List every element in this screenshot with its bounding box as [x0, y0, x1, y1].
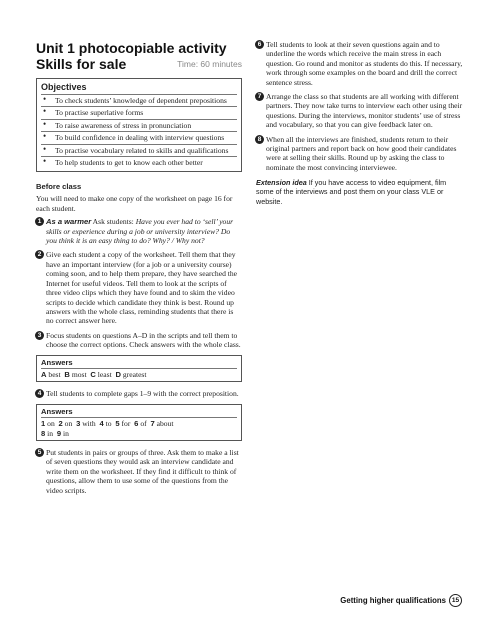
answer-value: on	[47, 419, 55, 429]
activity-title: Skills for sale	[36, 56, 127, 72]
objectives-box	[36, 78, 242, 172]
step-8	[256, 135, 464, 173]
answers-title: Answers	[41, 358, 237, 369]
answers-box-2	[36, 404, 242, 441]
answers-box-1	[36, 355, 242, 383]
answers-title: Answers	[41, 407, 237, 418]
step-number-badge: 3	[35, 331, 44, 340]
answer-key: B	[64, 369, 70, 379]
answer-key: 1	[41, 419, 46, 429]
answer-key: 9	[56, 428, 62, 438]
step-7	[256, 92, 464, 130]
answer-value: about	[156, 419, 174, 429]
step-text: When all the interviews are finished, students return to their original partners and report back on how good their candidates were at selling their skills. Round up by asking the class to nominate the most convincing interviewee.	[266, 134, 457, 172]
step-text: Give each student a copy of the worksheet. Tell them that they have an important interview (for a job or a university course) coming soon, and to help them prepare, they have searched the Internet for useful videos. Tell them to look at the scripts of three video clips which they have found and to skim the video scripts to decide which candidate they think is best. Round up answers with the whole class, reminding students that there is no correct answer here.	[46, 250, 238, 326]
answer-key: C	[90, 369, 96, 379]
objective-item: • To help students to get to know each other better	[41, 156, 237, 168]
before-class-text: You will need to make one copy of the worksheet on page 16 for each student.	[36, 194, 233, 213]
step-5	[36, 448, 242, 495]
answers-body	[41, 419, 237, 438]
objectives-title: Objectives	[41, 82, 87, 92]
extension-text: If you have access to video equipment, film some of the interviews and post them on your class VLE or website.	[256, 178, 447, 206]
step-6	[256, 40, 464, 87]
step-number-badge: 4	[35, 389, 44, 398]
time-label: Time: 60 minutes	[177, 59, 242, 69]
answer-value: with	[82, 419, 96, 429]
answer-key: 7	[150, 419, 155, 429]
objective-item: • To practise vocabulary related to skills and qualifications	[41, 144, 237, 156]
answer-key: D	[115, 369, 121, 379]
answer-key: 4	[99, 419, 104, 429]
answer-key: A	[41, 369, 47, 379]
objective-item: • To check students’ knowledge of dependent prepositions	[41, 94, 237, 106]
extension-lead: Extension idea	[256, 178, 307, 188]
answer-value: on	[64, 419, 73, 429]
step-text: Tell students to complete gaps 1–9 with the correct preposition.	[46, 389, 239, 399]
answer-key: 8	[41, 428, 46, 438]
step-text: Ask students:	[91, 217, 136, 227]
answer-value: best	[48, 369, 61, 379]
page-title: Unit 1 photocopiable activity	[36, 40, 227, 56]
step-lead: As a warmer	[46, 217, 92, 227]
footer-label: Getting higher qualifications	[340, 596, 446, 605]
step-question: Have you ever had to ‘sell’ your skills or experience during a job or university interview? Do you think it is an easy thing to do? Why? / Why not?	[46, 217, 234, 246]
step-text: Put students in pairs or groups of three. Ask them to make a list of seven questions they would ask an interview candidate and write them on the worksheet. If they find it difficult to think of questions, allow them to use some of the questions from the video scripts.	[46, 447, 239, 495]
step-4	[36, 389, 242, 398]
answer-key: 5	[115, 419, 120, 429]
objectives-list	[41, 94, 237, 168]
page-number: 15	[449, 594, 462, 607]
answer-value: least	[97, 369, 112, 379]
answer-value: in	[47, 428, 54, 438]
answer-key: 3	[76, 419, 81, 429]
step-2	[36, 250, 242, 325]
answer-value: to	[105, 419, 112, 429]
left-column	[36, 40, 242, 500]
objective-item: • To build confidence in dealing with interview questions	[41, 131, 237, 143]
answer-key: 6	[134, 419, 139, 429]
title-row	[36, 56, 242, 73]
step-number-badge: 5	[35, 448, 44, 457]
answer-value: for	[121, 419, 131, 429]
step-number-badge: 6	[255, 40, 264, 49]
extension-idea	[256, 178, 464, 206]
answer-value: most	[71, 369, 87, 379]
answer-value: of	[140, 419, 147, 429]
answer-value: in	[63, 428, 69, 438]
step-1	[36, 217, 242, 245]
answers-body	[41, 370, 237, 379]
step-number-badge: 1	[35, 217, 44, 226]
step-text: Focus students on questions A–D in the scripts and tell them to choose the correct options. Check answers with the whole class.	[46, 330, 241, 350]
page-footer	[340, 594, 462, 607]
step-text: Tell students to look at their seven questions again and to underline the words which receive the main stress in each question. Go round and monitor as students do this. If necessary, work through some examples on the board and drill the correct sentence stress.	[266, 40, 463, 87]
step-number-badge: 2	[35, 250, 44, 259]
before-class-heading: Before class	[36, 182, 82, 192]
step-number-badge: 7	[255, 92, 264, 101]
step-text: Arrange the class so that students are all working with different partners. They now take turns to interview each other using their questions. During the interviews, monitor students’ use of stress and vocabulary, so that you can give feedback later on.	[266, 92, 463, 130]
right-column	[256, 40, 464, 206]
objective-item: • To raise awareness of stress in pronunciation	[41, 119, 237, 131]
answer-value: greatest	[122, 369, 147, 379]
step-3	[36, 331, 242, 350]
step-number-badge: 8	[255, 135, 264, 144]
objective-item: • To practise superlative forms	[41, 106, 237, 118]
answer-key: 2	[58, 419, 63, 429]
